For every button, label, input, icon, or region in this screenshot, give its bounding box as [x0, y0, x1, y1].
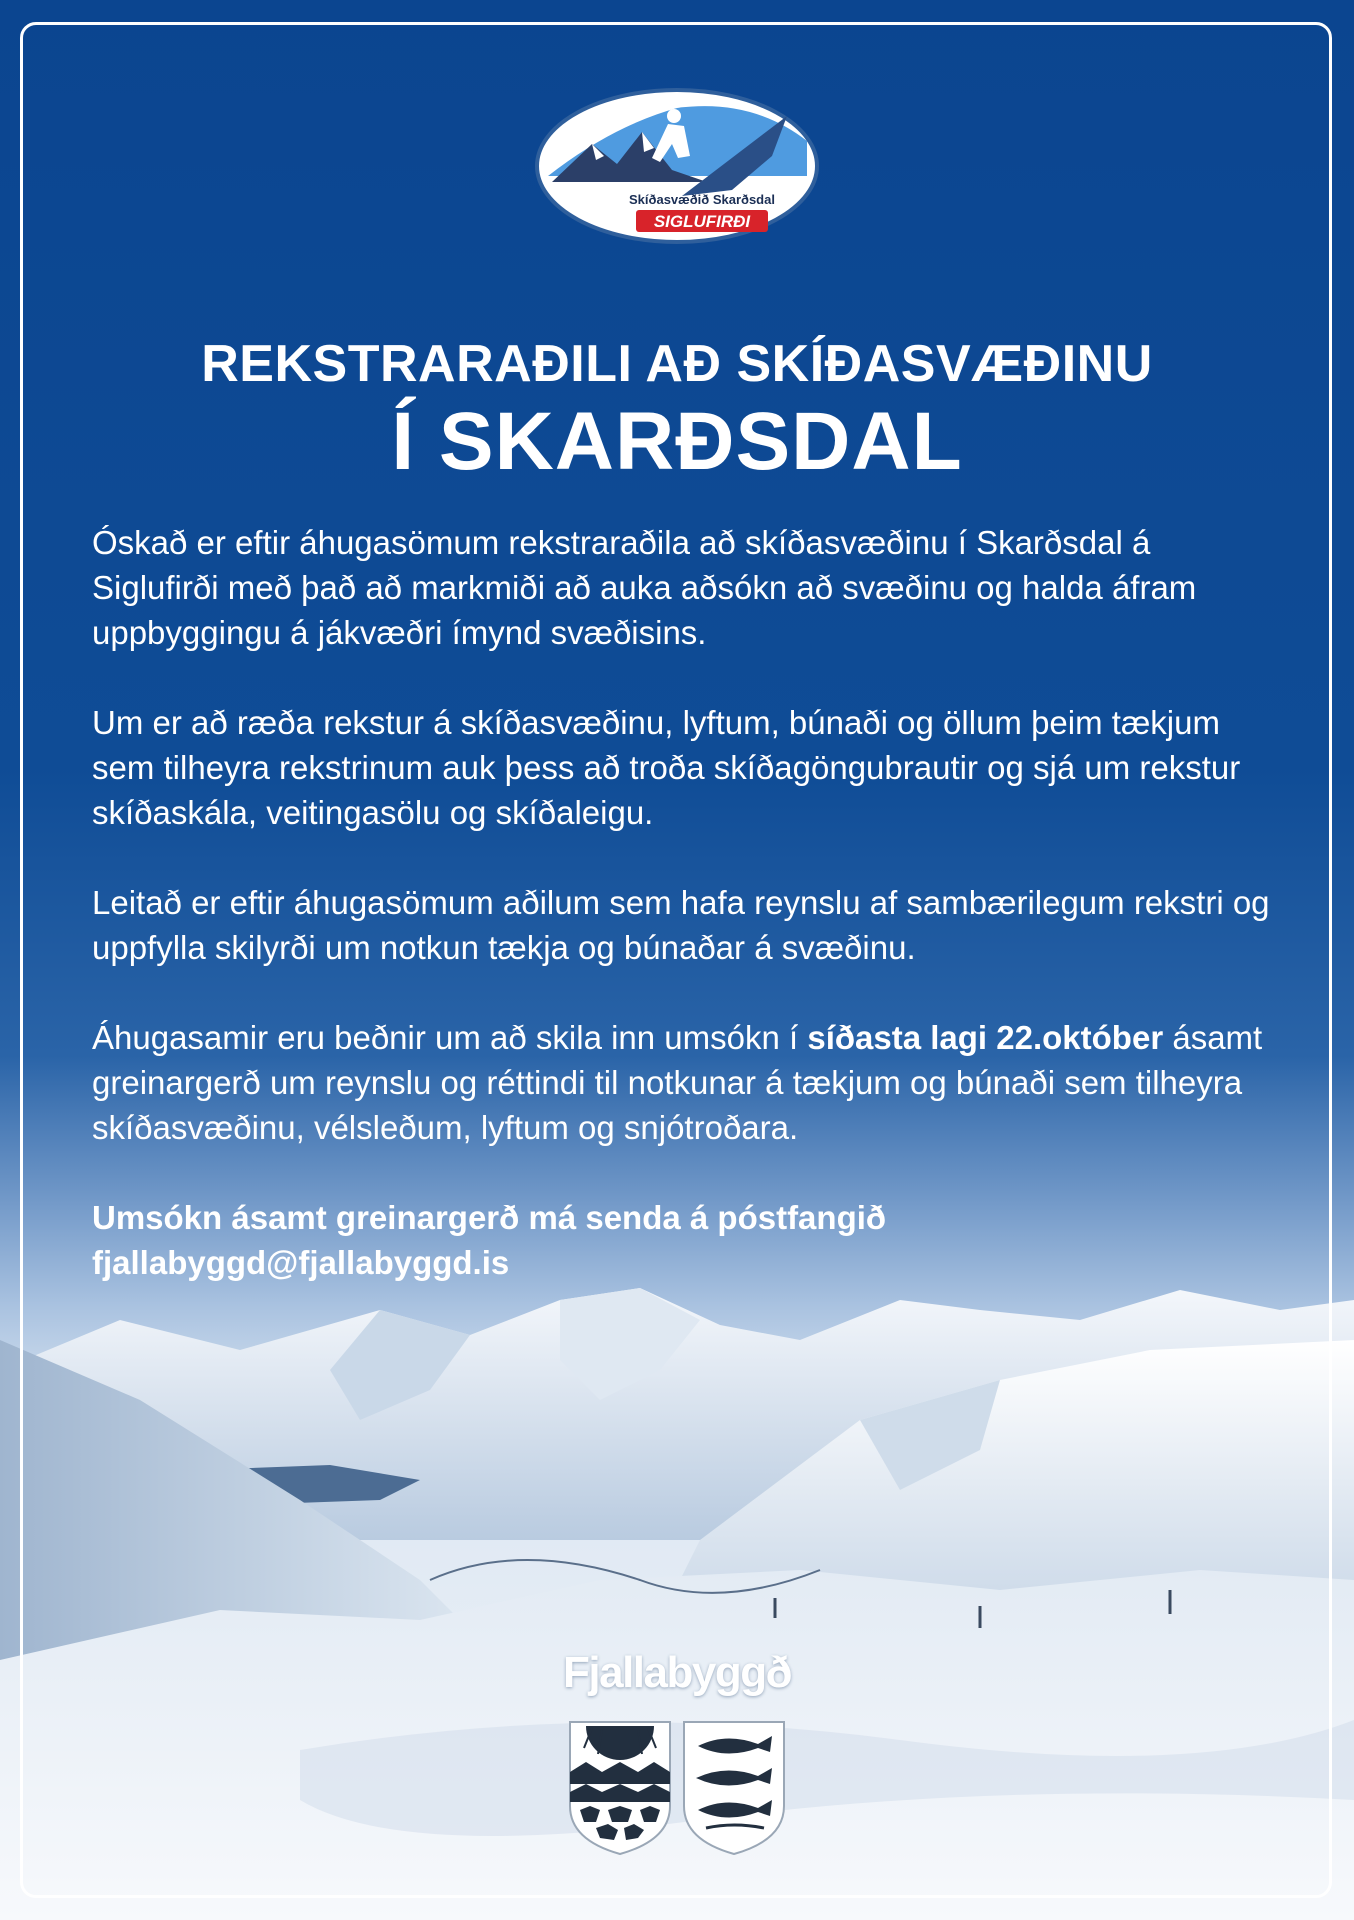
paragraph-2: Um er að ræða rekstur á skíðasvæðinu, lyftum, búnaði og öllum þeim tækjum sem tilheyra rekstrinum auk þess að troða skíðagöngubrautir og sjá um rekstur skíðaskála, veitingasölu og skíðaleigu.: [92, 704, 1241, 831]
paragraph-4-start: Áhugasamir eru beðnir um að skila inn umsókn í: [92, 1019, 808, 1056]
contact-block: [92, 1195, 1272, 1285]
contact-email[interactable]: fjallabyggd@fjallabyggd.is: [92, 1244, 510, 1281]
ski-area-logo: [532, 86, 822, 246]
heading-line2: Í SKARÐSDAL: [391, 396, 963, 487]
body-text: [92, 520, 1272, 1285]
paragraph-4-end: ásamt greinargerð um reynslu og réttindi til notkunar á tækjum og búnaði sem tilheyra skíðasvæðinu, vélsleðum, lyftum og snjótroðara.: [92, 1019, 1263, 1146]
paragraph-1: Óskað er eftir áhugasömum rekstraraðila að skíðasvæðinu í Skarðsdal á Siglufirði með það að markmiði að auka aðsókn að svæðinu og halda áfram uppbyggingu á jákvæðri ímynd svæðisins.: [92, 524, 1197, 651]
heading-line1: REKSTRARAÐILI AÐ SKÍÐASVÆÐINU: [201, 335, 1153, 393]
paragraph-3: Leitað er eftir áhugasömum aðilum sem hafa reynslu af sambærilegum rekstri og uppfylla skilyrði um notkun tækja og búnaðar á svæðinu.: [92, 884, 1270, 966]
logo-line1: Skíðasvæðið Skarðsdal: [629, 192, 775, 207]
coat-of-arms-icon: [566, 1718, 788, 1858]
paragraph-4: [92, 1015, 1272, 1150]
fjallabyggd-brand: Fjallabyggð: [563, 1648, 791, 1697]
logo-line2: SIGLUFIRÐI: [653, 212, 751, 231]
contact-line: Umsókn ásamt greinargerð má senda á póstfangið: [92, 1199, 887, 1236]
deadline: síðasta lagi 22.október: [807, 1019, 1164, 1056]
